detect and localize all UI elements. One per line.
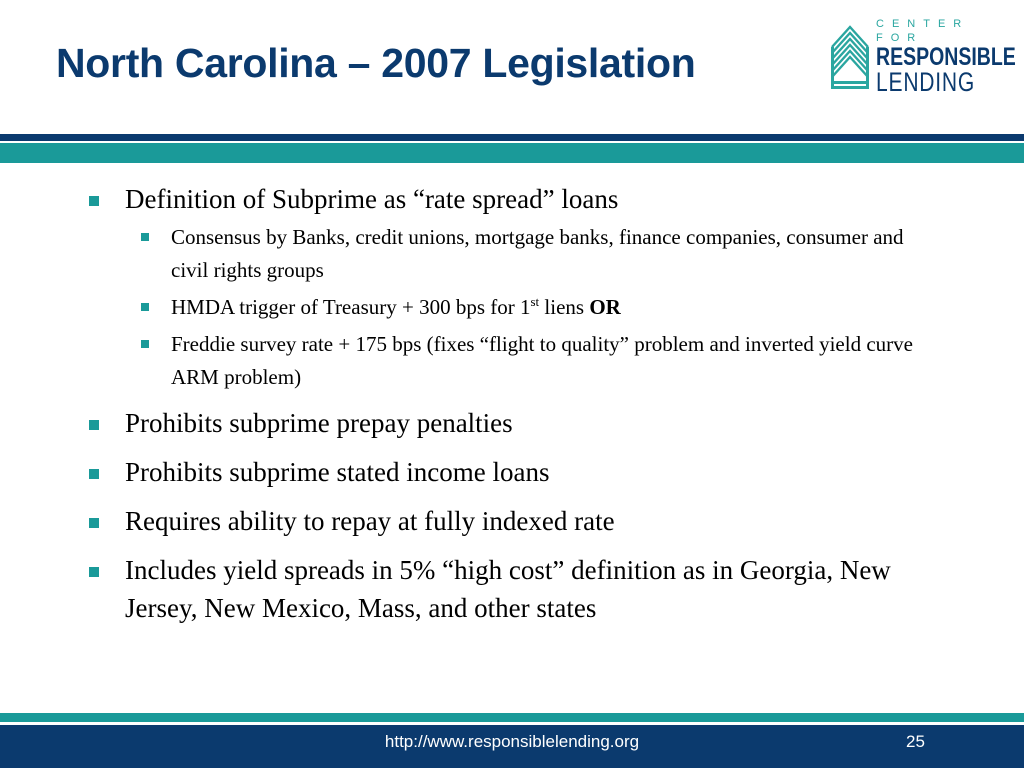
bullet-item xyxy=(0,551,1024,627)
bullet-item xyxy=(0,404,1024,442)
slide-body xyxy=(0,180,1024,638)
bullet-text: Definition of Subprime as “rate spread” loans xyxy=(125,184,619,214)
square-bullet-icon xyxy=(141,340,149,348)
logo-responsible: RESPONSIBLE xyxy=(876,43,1016,71)
square-bullet-icon xyxy=(89,196,99,206)
square-bullet-icon xyxy=(141,303,149,311)
sub-bullet-item xyxy=(0,221,1024,287)
sub-bullet-text: Consensus by Banks, credit unions, mortgage banks, finance companies, consumer and civil rights groups xyxy=(171,225,904,282)
header-divider-navy xyxy=(0,134,1024,141)
house-stripes-icon xyxy=(828,17,872,89)
bullet-text: Prohibits subprime stated income loans xyxy=(125,457,550,487)
sub-bullet-text: Freddie survey rate + 175 bps (fixes “flight to quality” problem and inverted yield curve ARM problem) xyxy=(171,332,913,389)
footer-divider-teal xyxy=(0,713,1024,722)
center-for-responsible-lending-logo xyxy=(828,15,1016,97)
sub-bullet-text-post: liens xyxy=(539,295,590,319)
sub-bullet-item xyxy=(0,291,1024,324)
sub-bullet-item xyxy=(0,328,1024,394)
bullet-text: Requires ability to repay at fully indexed rate xyxy=(125,506,615,536)
bullet-text: Prohibits subprime prepay penalties xyxy=(125,408,513,438)
square-bullet-icon xyxy=(89,420,99,430)
page-number: 25 xyxy=(906,732,925,751)
sub-bullet-text-pre: HMDA trigger of Treasury + 300 bps for 1 xyxy=(171,295,531,319)
square-bullet-icon xyxy=(89,518,99,528)
ordinal-superscript: st xyxy=(530,294,540,309)
bold-or: OR xyxy=(589,295,621,319)
footer-url-link[interactable]: http://www.responsiblelending.org xyxy=(384,732,640,751)
bullet-item xyxy=(0,453,1024,491)
header-divider-teal xyxy=(0,143,1024,163)
square-bullet-icon xyxy=(141,233,149,241)
bullet-item xyxy=(0,180,1024,218)
bullet-item xyxy=(0,502,1024,540)
slide-title: North Carolina – 2007 Legislation xyxy=(56,40,696,86)
square-bullet-icon xyxy=(89,567,99,577)
bullet-text: Includes yield spreads in 5% “high cost” definition as in Georgia, New Jersey, New Mexico, Mass, and other states xyxy=(125,555,891,623)
square-bullet-icon xyxy=(89,469,99,479)
logo-center-for: CENTER FOR xyxy=(876,18,970,44)
logo-lending: LENDING xyxy=(876,67,976,97)
